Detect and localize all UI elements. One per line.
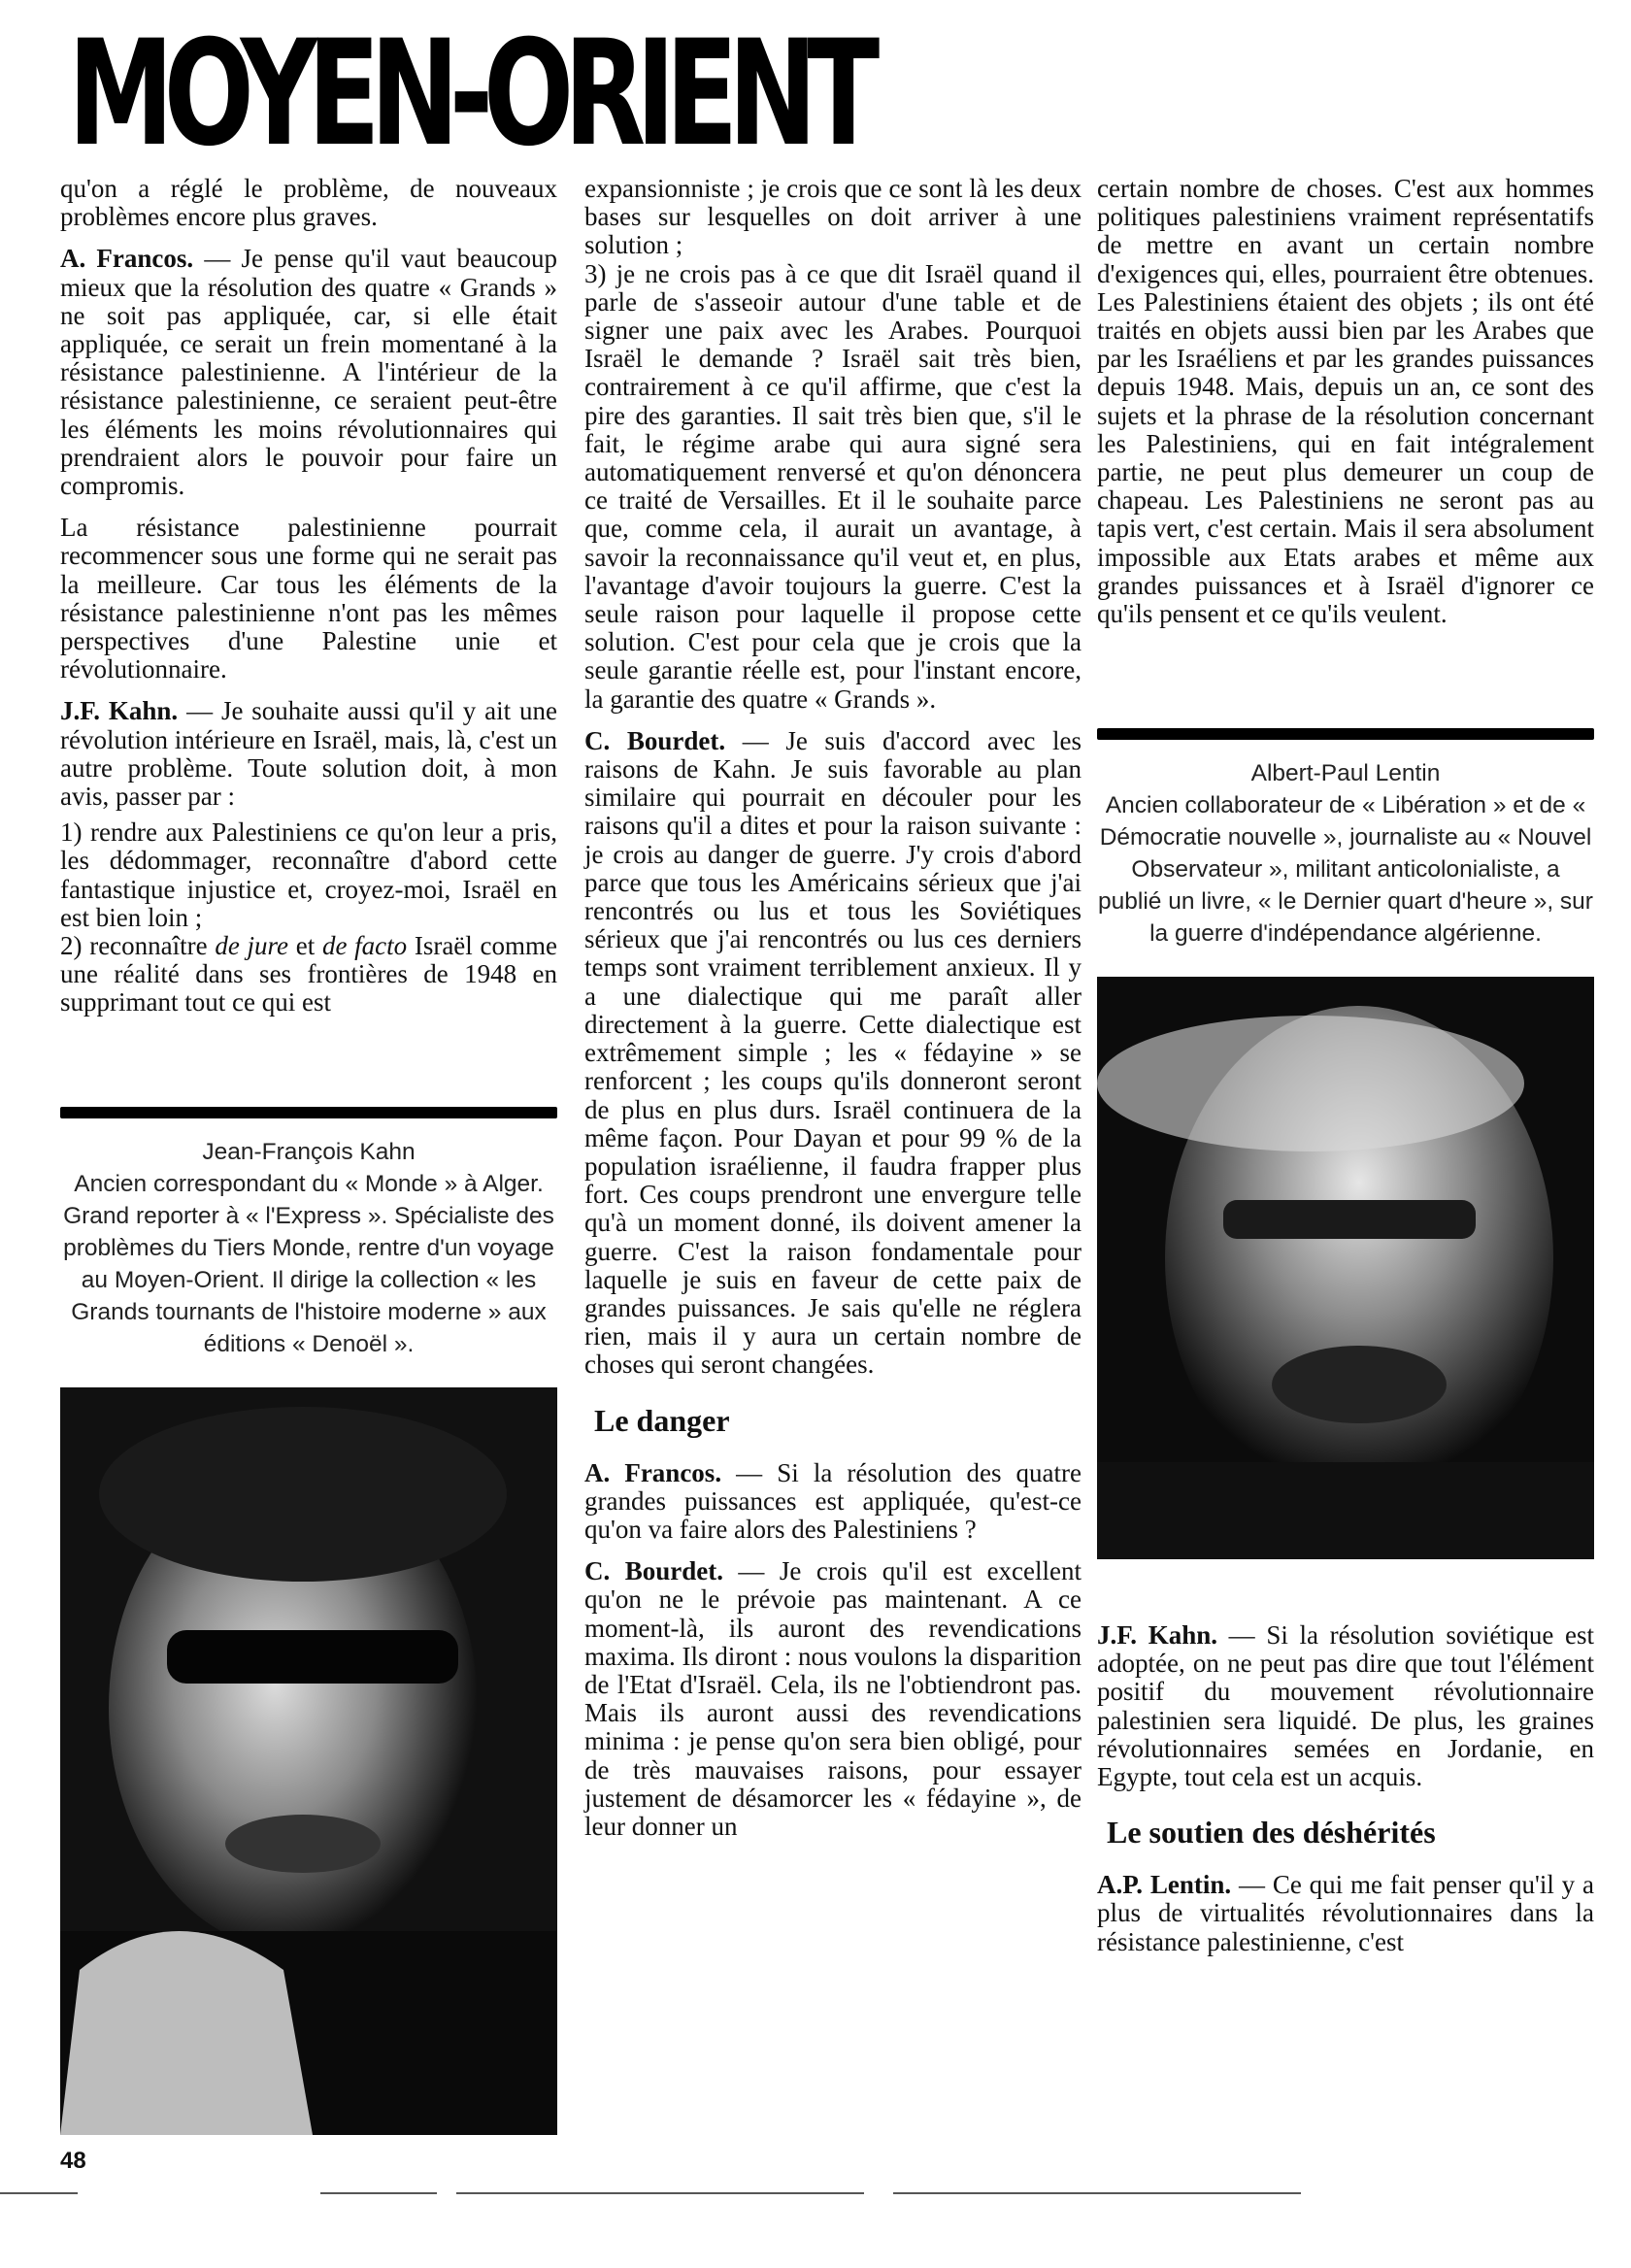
- speaker-name: A. Francos.: [60, 244, 194, 274]
- speech-text: — Si la résolution soviétique est adoptée, on ne peut pas dire que tout l'élément positif du mouvement révolutionnaire palestinien sera liquidé. De plus, les graines révolutionnaires semées en Jordanie, en Egypte, tout cela est un acquis.: [1097, 1620, 1594, 1792]
- paragraph: [584, 1557, 1082, 1841]
- footer-rule: [0, 2192, 78, 2194]
- page-number: 48: [60, 2148, 86, 2174]
- speech-text: — Je souhaite aussi qu'il y ait une révolution intérieure en Israël, mais, là, c'est un autre problème. Toute solution doit, à mon avis, passer par :: [60, 696, 557, 812]
- paragraph: [60, 245, 557, 500]
- list-item: [60, 932, 557, 1017]
- speech-text: — Je suis d'accord avec les raisons de Kahn. Je suis favorable au plan similaire qui pourrait en découler pour les raisons qu'il a dites et pour la raison suivante : je crois au danger de guerre. J'y crois d'abord parce que tous les Américains sérieux que j'ai rencontrés ou lus et tous les Soviétiques sérieux que j'ai rencontrés ou lus ces derniers temps sont vraiment terriblement anxieux. Il y a une dialectique qui me paraît aller directement à la guerre. Cette dialectique est extrêmement simple ; les « fédayine » se renforcent ; les coups qu'ils donneront seront de plus en plus durs. Israël continuera de la même façon. Pour Dayan et pour 99 % de la population israélienne, il faudra frapper plus fort. Ces coups prendront une envergure telle qu'à un moment donné, ils doivent amener la guerre. C'est la raison fondamentale pour laquelle je suis en faveur de cette paix de grandes puissances. Je sais qu'elle ne réglera rien, mais il y aura un certain nombre de choses qui seront changées.: [584, 725, 1082, 1380]
- section-heading: Le danger: [594, 1402, 730, 1438]
- paragraph: [1097, 1621, 1594, 1791]
- speaker-name: C. Bourdet.: [584, 1556, 723, 1586]
- footer-rule: [893, 2192, 1301, 2194]
- speaker-name: A. Francos.: [584, 1457, 722, 1487]
- italic-term: de jure: [215, 931, 289, 961]
- list-item: 1) rendre aux Palestiniens ce qu'on leur a pris, les dédommager, reconnaître d'abord cette fantastique injustice et, croyez-moi, Israël en est bien loin ;: [60, 817, 557, 932]
- paragraph: La résistance palestinienne pourrait recommencer sous une forme qui ne serait pas la meilleure. Car tous les éléments de la résistance palestinienne n'ont pas les mêmes perspectives d'une Palestine unie et révolutionnaire.: [60, 513, 557, 684]
- portrait-illustration: [60, 1387, 557, 2135]
- column-3: [1097, 175, 1594, 642]
- paragraph: [1097, 1871, 1594, 1956]
- speaker-name: J.F. Kahn.: [60, 696, 179, 726]
- paragraph: [584, 727, 1082, 1380]
- speech-text: — Ce qui me fait penser qu'il y a plus de virtualités révolutionnaires dans la résistance palestinienne, c'est: [1097, 1870, 1594, 1956]
- paragraph: expansionniste ; je crois que ce sont là les deux bases sur lesquelles on doit arriver à une solution ;: [584, 174, 1082, 260]
- speaker-name: A.P. Lentin.: [1097, 1870, 1232, 1900]
- speech-text: — Je pense qu'il vaut beaucoup mieux que la résolution des quatre « Grands » ne soit pas appliquée, car, si elle était appliquée, ce serait un frein momentané à la résistance palestinienne. A l'intérieur de la résistance palestinienne, ce seraient peut-être les éléments les moins révolutionnaires qui prendraient alors le pouvoir pour faire un compromis.: [60, 244, 558, 501]
- divider-rule: [1097, 728, 1594, 740]
- section-title: MOYEN-ORIENT: [68, 10, 870, 179]
- column-3-lower: [1097, 1621, 1594, 1970]
- footer-rule: [456, 2192, 864, 2194]
- portrait-block-lentin: [1097, 728, 1594, 1559]
- speaker-name: J.F. Kahn.: [1097, 1620, 1217, 1650]
- portrait-photo-kahn: [60, 1387, 557, 2135]
- column-1: [60, 175, 557, 1031]
- caption-name: Albert-Paul Lentin: [1250, 760, 1441, 786]
- paragraph: 3) je ne crois pas à ce que dit Israël quand il parle de s'asseoir autour d'une table et de signer une paix avec les Arabes. Pourquoi Israël le demande ? Israël sait très bien, contrairement à ce qu'il affirme, que c'est la pire des garanties. Il sait très bien que, s'il le fait, le régime arabe qui aura signé sera automatiquement renversé et qu'on dénoncera ce traité de Versailles. Et il le souhaite parce que, comme cela, il aurait un avantage, à savoir la reconnaissance qu'il veut et, en plus, l'avantage d'avoir toujours la guerre. C'est la seule raison pour laquelle il propose cette solution. C'est pour cela que je crois que la seule garantie réelle est, pour l'instant encore, la garantie des quatre « Grands ».: [584, 258, 1082, 714]
- paragraph: certain nombre de choses. C'est aux hommes politiques palestiniens vraiment représentatifs de mettre en avant un certain nombre d'exigences qui, elles, pourraient être obtenues. Les Palestiniens étaient des objets ; ils ont été traités en objets aussi bien par les Arabes que par les Israéliens et par les grandes puissances depuis 1948. Mais, depuis un an, ce sont des sujets et la phrase de la résolution concernant les Palestiniens, qui en fait intégralement partie, ne peut plus demeurer un coup de chapeau. Les Palestiniens ne seront pas au tapis vert, c'est certain. Mais il sera absolument impossible aux Etats arabes et même aux grandes puissances et à Israël d'ignorer ce qu'ils pensent et ce qu'ils veulent.: [1097, 174, 1594, 629]
- portrait-block-kahn: [60, 1107, 557, 2135]
- paragraph: [60, 697, 557, 811]
- portrait-illustration: [1097, 977, 1594, 1559]
- text-fragment: Israël comme une réalité dans ses frontières de 1948 en supprimant tout ce qui est: [60, 931, 557, 1017]
- paragraph: [584, 1459, 1082, 1545]
- column-2: [584, 175, 1082, 1854]
- text-fragment: et: [288, 931, 322, 961]
- portrait-photo-lentin: [1097, 977, 1594, 1559]
- paragraph: qu'on a réglé le problème, de nouveaux problèmes encore plus graves.: [60, 174, 557, 232]
- section-heading: Le soutien des déshérités: [1107, 1815, 1436, 1851]
- footer-rule: [320, 2192, 437, 2194]
- text-fragment: 2) reconnaître: [60, 931, 216, 961]
- speech-text: — Je crois qu'il est excellent qu'on ne le prévoie pas maintenant. A ce moment-là, ils auront des revendications maxima. Ils diront : nous voulons la disparition de l'Etat d'Israël. Cela, ils ne l'obtiendront pas. Mais ils auront aussi des revendications minima : je pense qu'on sera bien obligé, pour de très mauvaises raisons, pour essayer justement de désamorcer les « fédayine », de leur donner un: [584, 1556, 1082, 1841]
- caption-name: Jean-François Kahn: [202, 1139, 416, 1165]
- caption-bio: Ancien collaborateur de « Libération » et de « Démocratie nouvelle », journaliste au « Nouvel Observateur », militant anticolonialiste, a publié un livre, « le Dernier quart d'heure », sur la guerre d'indépendance algérienne.: [1098, 792, 1593, 947]
- caption-bio: Ancien correspondant du « Monde » à Alger. Grand reporter à « l'Express ». Spécialiste des problèmes du Tiers Monde, rentre d'un voyage au Moyen-Orient. Il dirige la collection « les Grands tournants de l'histoire moderne » aux éditions « Denoël ».: [63, 1171, 554, 1357]
- italic-term: de facto: [321, 931, 408, 961]
- divider-rule: [60, 1107, 557, 1118]
- speaker-name: C. Bourdet.: [584, 725, 726, 755]
- speech-text: — Si la résolution des quatre grandes puissances est appliquée, qu'est-ce qu'on va faire alors des Palestiniens ?: [584, 1457, 1082, 1544]
